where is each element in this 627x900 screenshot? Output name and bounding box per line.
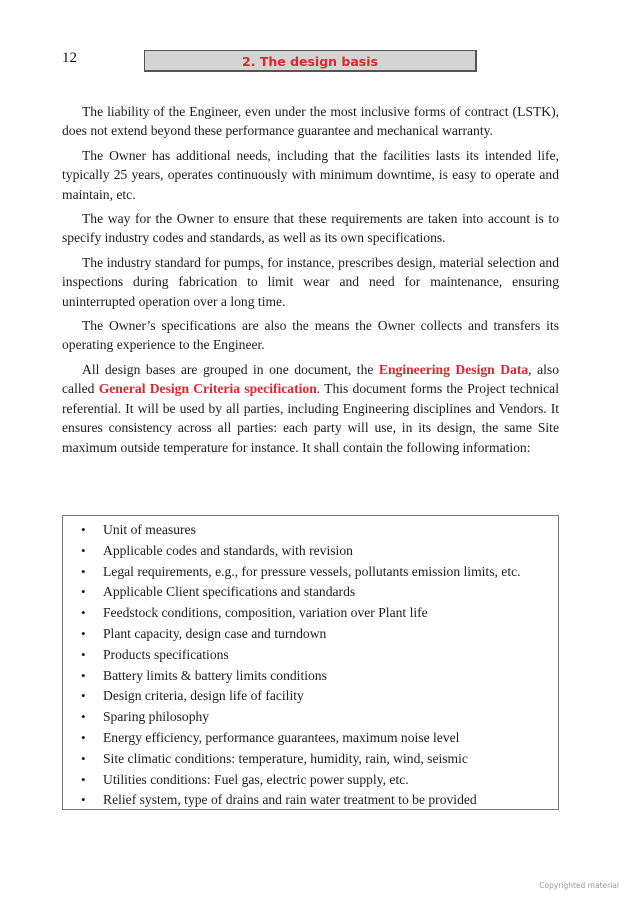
list-item-text: Battery limits & battery limits conditions	[103, 667, 327, 683]
bullet-icon: •	[81, 792, 86, 808]
bullet-icon: •	[81, 625, 86, 641]
list-item	[81, 790, 558, 811]
text-span: All design bases are grouped in one document, the	[82, 361, 379, 377]
bullet-icon: •	[81, 709, 86, 725]
bullet-icon: •	[81, 750, 86, 766]
list-item-text: Relief system, type of drains and rain water treatment to be provided	[103, 792, 477, 808]
list-item	[81, 686, 558, 707]
text-span: , also called	[62, 361, 559, 397]
paragraph: The liability of the Engineer, even under the most inclusive forms of contract (LSTK), does not extend beyond these performance guarantee and mechanical warranty.	[62, 104, 559, 139]
list-item	[81, 666, 558, 687]
list-item-text: Design criteria, design life of facility	[103, 688, 304, 704]
paragraph: The industry standard for pumps, for instance, prescribes design, material selection and inspections during fabrication to limit wear and need for maintenance, ensuring uninterrupted operation over a long time.	[62, 254, 559, 309]
page-number: 12	[62, 50, 77, 66]
list-item-text: Applicable codes and standards, with revision	[103, 542, 353, 558]
bullet-icon: •	[81, 522, 86, 537]
list-item	[81, 624, 558, 645]
list-item	[81, 645, 558, 666]
paragraph: The way for the Owner to ensure that these requirements are taken into account is to specify industry codes and standards, as well as its own specifications.	[62, 211, 559, 246]
chapter-header-box	[144, 50, 477, 72]
list-item	[81, 770, 558, 791]
list-item	[81, 707, 558, 728]
bullet-icon: •	[81, 729, 86, 745]
bullet-icon: •	[81, 542, 86, 558]
bullet-icon: •	[81, 688, 86, 704]
list-item	[81, 541, 558, 562]
bullet-icon: •	[81, 667, 86, 683]
bullet-icon: •	[81, 646, 86, 662]
list-item	[81, 749, 558, 770]
design-data-list	[63, 516, 558, 811]
chapter-title: 2. The design basis	[242, 54, 378, 69]
paragraph: The Owner has additional needs, including that the facilities lasts its intended life, typically 25 years, operates continuously with minimum downtime, is easy to operate and maintain, etc.	[62, 147, 559, 202]
term-engineering-design-data: Engineering Design Data	[378, 361, 529, 377]
list-item	[81, 582, 558, 603]
bullet-icon: •	[81, 584, 86, 600]
bullet-icon: •	[81, 605, 86, 621]
term-general-design-criteria: General Design Criteria specification	[98, 381, 317, 397]
list-item-text: Plant capacity, design case and turndown	[103, 625, 327, 641]
bullet-icon: •	[81, 563, 86, 579]
list-item-text: Products specifications	[103, 646, 229, 662]
list-item-text: Energy efficiency, performance guarantees, maximum noise level	[103, 729, 460, 745]
body-text	[62, 102, 559, 462]
list-item-text: Site climatic conditions: temperature, humidity, rain, wind, seismic	[103, 750, 468, 766]
list-item-text: Legal requirements, e.g., for pressure vessels, pollutants emission limits, etc.	[103, 563, 521, 579]
copyright-watermark: Copyrighted material	[539, 881, 619, 890]
paragraph-design-data	[62, 360, 559, 457]
bullet-icon: •	[81, 771, 86, 787]
paragraph: The Owner’s specifications are also the means the Owner collects and transfers its operating experience to the Engineer.	[62, 318, 559, 353]
list-item-text: Sparing philosophy	[103, 709, 210, 725]
list-item-text: Applicable Client specifications and standards	[103, 584, 356, 600]
text-span: . This document forms the Project technical referential. It will be used by all parties, including Engineering disciplines and Vendors. It ensures consistency across all parties: each party will use, in its design, the same Site maximum outside temperature for instance. It shall contain the following information:	[62, 381, 559, 455]
list-item	[81, 520, 558, 541]
list-item	[81, 728, 558, 749]
list-item	[81, 603, 558, 624]
list-item-text: Unit of measures	[103, 522, 196, 537]
list-item-text: Feedstock conditions, composition, variation over Plant life	[103, 605, 428, 621]
list-item-text: Utilities conditions: Fuel gas, electric power supply, etc.	[103, 771, 409, 787]
list-item	[81, 562, 558, 583]
design-data-list-box	[62, 515, 559, 810]
